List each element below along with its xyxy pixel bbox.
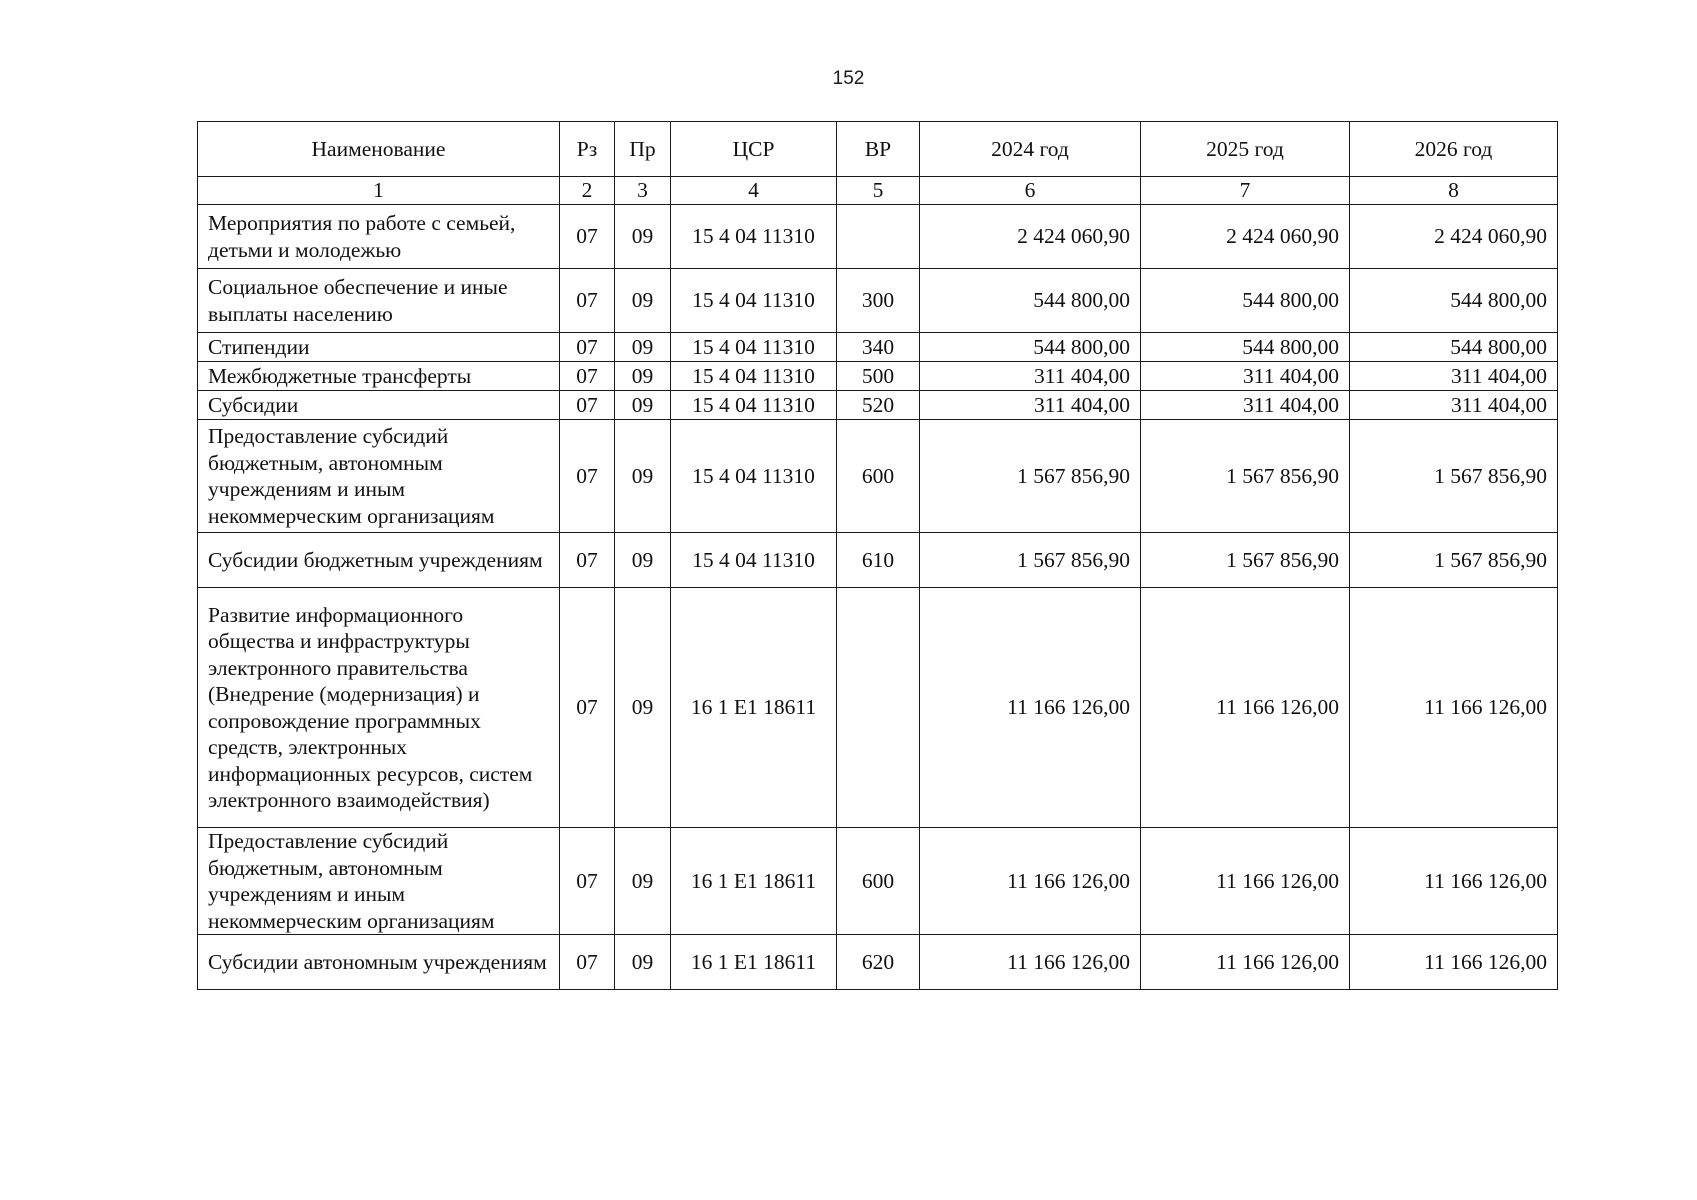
row-pr: 09: [615, 205, 671, 269]
table-row: [198, 588, 1558, 828]
row-vr: 300: [837, 269, 920, 333]
row-pr: 09: [615, 588, 671, 828]
row-pr: 09: [615, 333, 671, 362]
header-vr: ВР: [837, 122, 920, 177]
row-amount-2025: 11 166 126,00: [1141, 828, 1350, 935]
column-number: 7: [1141, 177, 1350, 205]
row-pr: 09: [615, 420, 671, 533]
row-csr: 16 1 E1 18611: [671, 935, 837, 990]
row-name: Стипендии: [198, 333, 560, 362]
column-number: 1: [198, 177, 560, 205]
row-name: Субсидии автономным учреждениям: [198, 935, 560, 990]
row-amount-2024: 1 567 856,90: [920, 420, 1141, 533]
row-rz: 07: [560, 269, 615, 333]
column-number: 8: [1350, 177, 1558, 205]
row-amount-2025: 311 404,00: [1141, 391, 1350, 420]
row-amount-2024: 11 166 126,00: [920, 828, 1141, 935]
header-rz: Рз: [560, 122, 615, 177]
table-row: [198, 420, 1558, 533]
row-amount-2025: 2 424 060,90: [1141, 205, 1350, 269]
table-row: [198, 205, 1558, 269]
row-name: Мероприятия по работе с семьей, детьми и молодежью: [198, 205, 560, 269]
column-number: 3: [615, 177, 671, 205]
row-rz: 07: [560, 420, 615, 533]
table-row: [198, 533, 1558, 588]
row-pr: 09: [615, 533, 671, 588]
row-pr: 09: [615, 362, 671, 391]
header-csr: ЦСР: [671, 122, 837, 177]
row-name: Предоставление субсидий бюджетным, автономным учреждениям и иным некоммерческим организациям: [198, 420, 560, 533]
header-2026: 2026 год: [1350, 122, 1558, 177]
row-amount-2026: 1 567 856,90: [1350, 533, 1558, 588]
header-row: [198, 122, 1558, 177]
row-amount-2024: 311 404,00: [920, 391, 1141, 420]
table-row: [198, 333, 1558, 362]
table-row: [198, 362, 1558, 391]
table-row: [198, 828, 1558, 935]
row-pr: 09: [615, 828, 671, 935]
table-row: [198, 935, 1558, 990]
row-vr: 340: [837, 333, 920, 362]
row-vr: 500: [837, 362, 920, 391]
row-amount-2025: 544 800,00: [1141, 269, 1350, 333]
row-amount-2026: 544 800,00: [1350, 333, 1558, 362]
budget-table: [197, 121, 1558, 990]
row-csr: 15 4 04 11310: [671, 391, 837, 420]
table-row: [198, 269, 1558, 333]
row-amount-2026: 11 166 126,00: [1350, 828, 1558, 935]
row-amount-2025: 11 166 126,00: [1141, 588, 1350, 828]
row-csr: 15 4 04 11310: [671, 205, 837, 269]
row-vr: 610: [837, 533, 920, 588]
row-vr: 620: [837, 935, 920, 990]
column-number: 2: [560, 177, 615, 205]
header-2024: 2024 год: [920, 122, 1141, 177]
row-amount-2024: 2 424 060,90: [920, 205, 1141, 269]
row-amount-2025: 11 166 126,00: [1141, 935, 1350, 990]
row-csr: 16 1 E1 18611: [671, 588, 837, 828]
row-amount-2026: 544 800,00: [1350, 269, 1558, 333]
row-vr: 520: [837, 391, 920, 420]
row-amount-2025: 544 800,00: [1141, 333, 1350, 362]
row-amount-2024: 11 166 126,00: [920, 935, 1141, 990]
row-amount-2024: 311 404,00: [920, 362, 1141, 391]
row-amount-2025: 1 567 856,90: [1141, 533, 1350, 588]
header-pr: Пр: [615, 122, 671, 177]
row-name: Развитие информационного общества и инфраструктуры электронного правительства (Внедрение (модернизация) и сопровождение программных средств, электронных информационных ресурсов, систем электронного взаимодействия): [198, 588, 560, 828]
row-vr: 600: [837, 828, 920, 935]
row-rz: 07: [560, 828, 615, 935]
row-vr: [837, 205, 920, 269]
row-amount-2026: 2 424 060,90: [1350, 205, 1558, 269]
row-rz: 07: [560, 588, 615, 828]
row-csr: 15 4 04 11310: [671, 333, 837, 362]
row-amount-2024: 11 166 126,00: [920, 588, 1141, 828]
row-csr: 15 4 04 11310: [671, 362, 837, 391]
row-amount-2024: 544 800,00: [920, 333, 1141, 362]
row-rz: 07: [560, 333, 615, 362]
column-number: 4: [671, 177, 837, 205]
row-rz: 07: [560, 362, 615, 391]
row-amount-2026: 1 567 856,90: [1350, 420, 1558, 533]
row-vr: 600: [837, 420, 920, 533]
row-rz: 07: [560, 533, 615, 588]
row-pr: 09: [615, 935, 671, 990]
row-pr: 09: [615, 391, 671, 420]
column-number: 6: [920, 177, 1141, 205]
row-rz: 07: [560, 205, 615, 269]
row-csr: 15 4 04 11310: [671, 533, 837, 588]
row-vr: [837, 588, 920, 828]
row-name: Предоставление субсидий бюджетным, автономным учреждениям и иным некоммерческим организациям: [198, 828, 560, 935]
row-csr: 15 4 04 11310: [671, 269, 837, 333]
row-pr: 09: [615, 269, 671, 333]
row-amount-2026: 311 404,00: [1350, 391, 1558, 420]
column-number: 5: [837, 177, 920, 205]
row-name: Субсидии: [198, 391, 560, 420]
row-name: Субсидии бюджетным учреждениям: [198, 533, 560, 588]
row-amount-2026: 311 404,00: [1350, 362, 1558, 391]
row-amount-2025: 1 567 856,90: [1141, 420, 1350, 533]
column-number-row: [198, 177, 1558, 205]
row-amount-2025: 311 404,00: [1141, 362, 1350, 391]
row-amount-2024: 1 567 856,90: [920, 533, 1141, 588]
row-amount-2026: 11 166 126,00: [1350, 935, 1558, 990]
header-name: Наименование: [198, 122, 560, 177]
table-row: [198, 391, 1558, 420]
row-rz: 07: [560, 935, 615, 990]
row-name: Социальное обеспечение и иные выплаты населению: [198, 269, 560, 333]
row-amount-2026: 11 166 126,00: [1350, 588, 1558, 828]
page-number: 152: [832, 68, 865, 89]
row-csr: 15 4 04 11310: [671, 420, 837, 533]
row-amount-2024: 544 800,00: [920, 269, 1141, 333]
row-name: Межбюджетные трансферты: [198, 362, 560, 391]
header-2025: 2025 год: [1141, 122, 1350, 177]
row-rz: 07: [560, 391, 615, 420]
row-csr: 16 1 E1 18611: [671, 828, 837, 935]
